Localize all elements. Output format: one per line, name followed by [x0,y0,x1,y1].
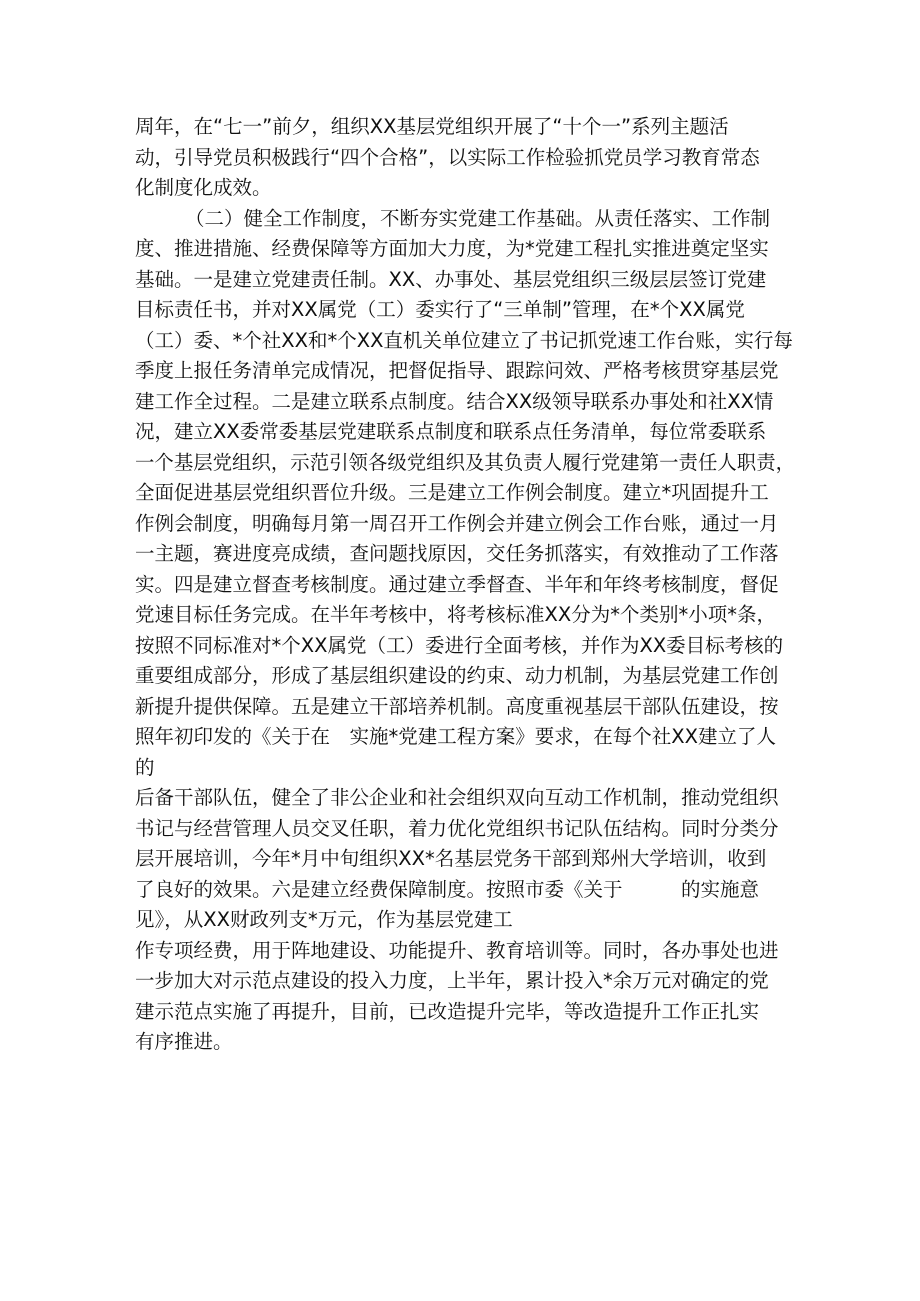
text-line: 实。四是建立督查考核制度。通过建立季督查、半年和年终考核制度，督促 [135,572,779,596]
text-line: 化制度化成效。 [135,176,272,199]
text-line: 作例会制度，明确每月第一周召开工作例会并建立例会工作台账，通过一月 [135,511,779,535]
text-line: 季度上报任务清单完成情况，把督促指导、跟踪问效、严格考核贯穿基层党 [135,359,779,382]
text-line: 况，建立XX委常委基层党建联系点制度和联系点任务清单，每位常委联系 [135,420,767,443]
text-line: 目标责任书，并对XX属党（工）委实行了“三单制”管理，在*个XX属党 [135,298,745,321]
text-line: 新提升提供保障。五是建立干部培养机制。高度重视基层干部队伍建设，按 [135,694,779,718]
text-line: 建工作全过程。二是建立联系点制度。结合XX级领导联系办事处和社XX情 [135,389,774,413]
text-line: 建示范点实施了再提升，目前，已改造提升完毕，等改造提升工作正扎实 [135,999,760,1023]
text-line: 一个基层党组织，示范引领各级党组织及其负责人履行党建第一责任人职责， [135,450,796,474]
text-line: 一主题，赛进度亮成绩，查问题找原因，交任务抓落实，有效推动了工作落 [135,542,779,565]
text-line: 后备干部队伍，健全了非公企业和社会组织双向互动工作机制，推动党组织 [135,786,779,809]
text-line: 有序推进。 [135,1030,233,1053]
text-line: （工）委、*个社XX和*个XX直机关单位建立了书记抓党速工作台账，实行每 [135,328,793,352]
text-line: 重要组成部分，形成了基层组织建设的约束、动力机制，为基层党建工作创 [135,664,779,687]
text-line: 全面促进基层党组织晋位升级。三是建立工作例会制度。建立*巩固提升工 [135,481,769,504]
text-line: 层开展培训，今年*月中旬组织XX*名基层党务干部到郑州大学培训，收到 [135,847,767,870]
section-heading-line: （二）健全工作制度，不断夯实党建工作基础。从责任落实、工作制 [185,206,771,230]
text-line: 作专项经费，用于阵地建设、功能提升、教育培训等。同时，各办事处也进 [135,938,779,962]
text-line: 照年初印发的《关于在 实施*党建工程方案》要求，在每个社XX建立了人 [135,725,776,748]
text-line: 书记与经营管理人员交叉任职，着力优化党组织书记队伍结构。同时分类分 [135,816,779,840]
text-line: 周年，在“七一”前夕，组织XX基层党组织开展了“十个一”系列主题活 [135,115,729,138]
text-line: 动，引导党员积极践行“四个合格”，以实际工作检验抓党员学习教育常态 [135,145,760,169]
text-line: 党速目标任务完成。在半年考核中，将考核标准XX分为*个类别*小项*条， [135,603,776,626]
text-line: 按照不同标准对*个XX属党（工）委进行全面考核，并作为XX委目标考核的 [135,633,784,657]
text-line: 度、推进措施、经费保障等方面加大力度，为*党建工程扎实推进奠定坚实 [135,237,769,260]
text-line: 了良好的效果。六是建立经费保障制度。按照市委《关于 的实施意 [135,877,760,901]
text-line: 的 [135,755,155,779]
text-line: 基础。一是建立党建责任制。XX、办事处、基层党组织三级层层签订党建 [135,267,767,291]
document-body [135,112,795,1058]
text-line: 见》，从XX财政列支*万元，作为基层党建工 [135,908,513,931]
text-line: 一步加大对示范点建设的投入力度，上半年，累计投入*余万元对确定的党 [135,969,769,992]
